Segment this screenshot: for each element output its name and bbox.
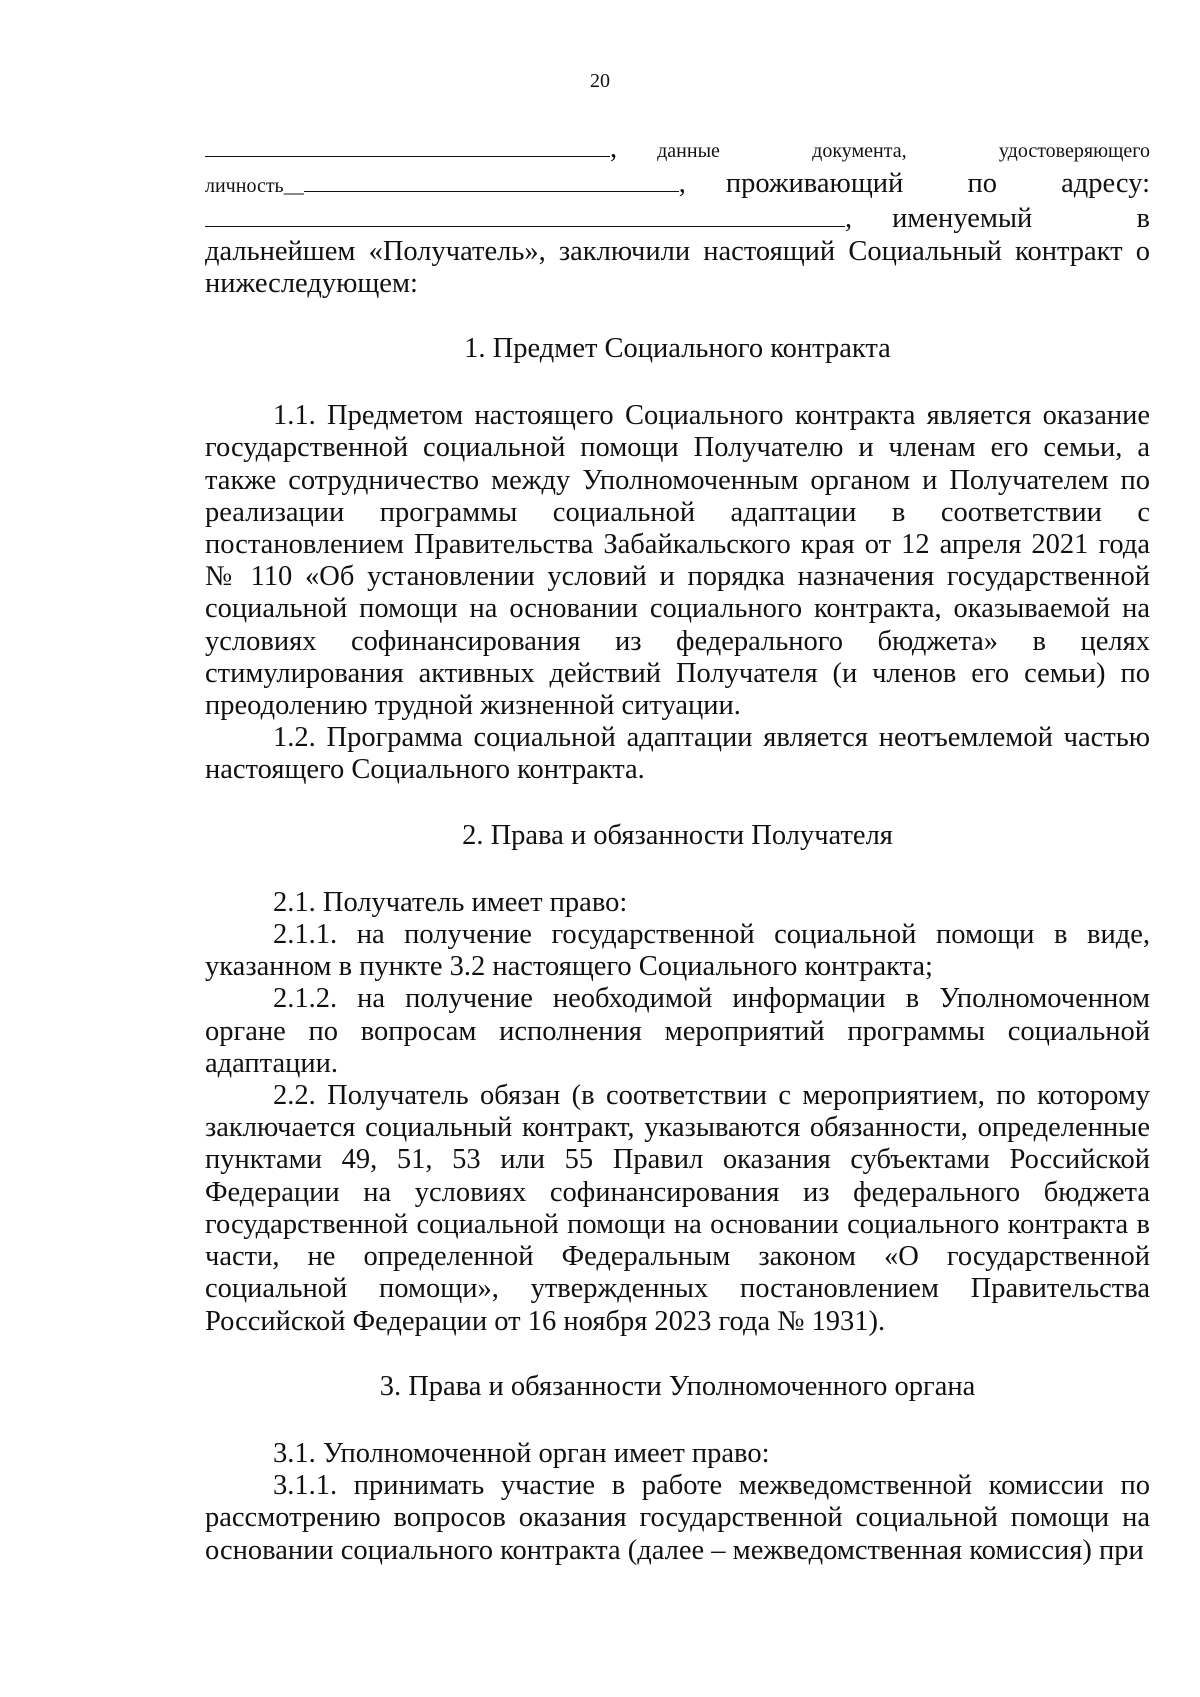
- comma: ,: [845, 203, 853, 235]
- comma: ,: [678, 168, 686, 200]
- paragraph-2-1-2: 2.1.2. на получение необходимой информации в Уполномоченном органе по вопросам исполнения мероприятий программы социальной адаптации.: [205, 983, 1150, 1079]
- intro-paragraph: дальнейшем «Получатель», заключили настоящий Социальный контракт о нижеследующем:: [205, 235, 1150, 299]
- blank-prefix: __: [283, 175, 304, 198]
- paragraph-2-2: 2.2. Получатель обязан (в соответствии с мероприятием, по которому заключается социальный контракт, указываются обязанности, определенные пунктами 49, 51, 53 или 55 Правил оказания субъектами Российской Федерации на условиях софинансирования из федерального бюджета государственной социальной помощи на основании социального контракта в части, не определенной Федеральным законом «О государственной социальной помощи», утвержденных постановлением Правительства Российской Федерации от 16 ноября 2023 года № 1931).: [205, 1080, 1150, 1337]
- header-field-row-3: [205, 202, 1150, 235]
- paragraph-1-1: 1.1. Предметом настоящего Социального контракта является оказание государственной социальной помощи Получателю и членам его семьи, а также сотрудничество между Уполномоченным органом и Получателем по реализации программы социальной адаптации в соответствии с постановлением Правительства Забайкальского края от 12 апреля 2021 года № 110 «Об установлении условий и порядка назначения государственной социальной помощи на основании социального контракта, оказываемой на условиях софинансирования из федерального бюджета» в целях стимулирования активных действий Получателя (и членов его семьи) по преодолению трудной жизненной ситуации.: [205, 400, 1150, 722]
- blank-line: [205, 132, 610, 157]
- section-2-title: 2. Права и обязанности Получателя: [462, 819, 893, 851]
- identity-label: личность: [205, 175, 284, 198]
- document-id-label: данные документа, удостоверяющего: [657, 140, 1150, 162]
- section-3-title: 3. Права и обязанности Уполномоченного органа: [379, 1370, 976, 1402]
- header-field-row-2: [205, 167, 1150, 202]
- page-number: 20: [590, 70, 610, 92]
- blank-line: [304, 167, 679, 192]
- paragraph-1-2: 1.2. Программа социальной адаптации является неотъемлемой частью настоящего Социального контракта.: [205, 722, 1150, 786]
- paragraph-3-1-1: 3.1.1. принимать участие в работе межведомственной комиссии по рассмотрению вопросов оказания государственной социальной помощи на основании социального контракта (далее – межведомственная комиссия) при: [205, 1470, 1150, 1566]
- header-field-row-1: [205, 132, 1150, 167]
- paragraph-2-1: 2.1. Получатель имеет право:: [273, 886, 628, 918]
- section-1-title: 1. Предмет Социального контракта: [464, 333, 891, 365]
- address-label: проживающий по адресу:: [725, 168, 1150, 200]
- blank-line: [205, 202, 845, 227]
- paragraph-2-1-1: 2.1.1. на получение государственной социальной помощи в виде, указанном в пункте 3.2 настоящего Социального контракта;: [205, 919, 1150, 983]
- document-body: [205, 132, 1150, 1567]
- named-label: именуемый в: [892, 203, 1150, 235]
- comma: ,: [610, 133, 618, 164]
- paragraph-3-1: 3.1. Уполномоченной орган имеет право:: [273, 1437, 770, 1469]
